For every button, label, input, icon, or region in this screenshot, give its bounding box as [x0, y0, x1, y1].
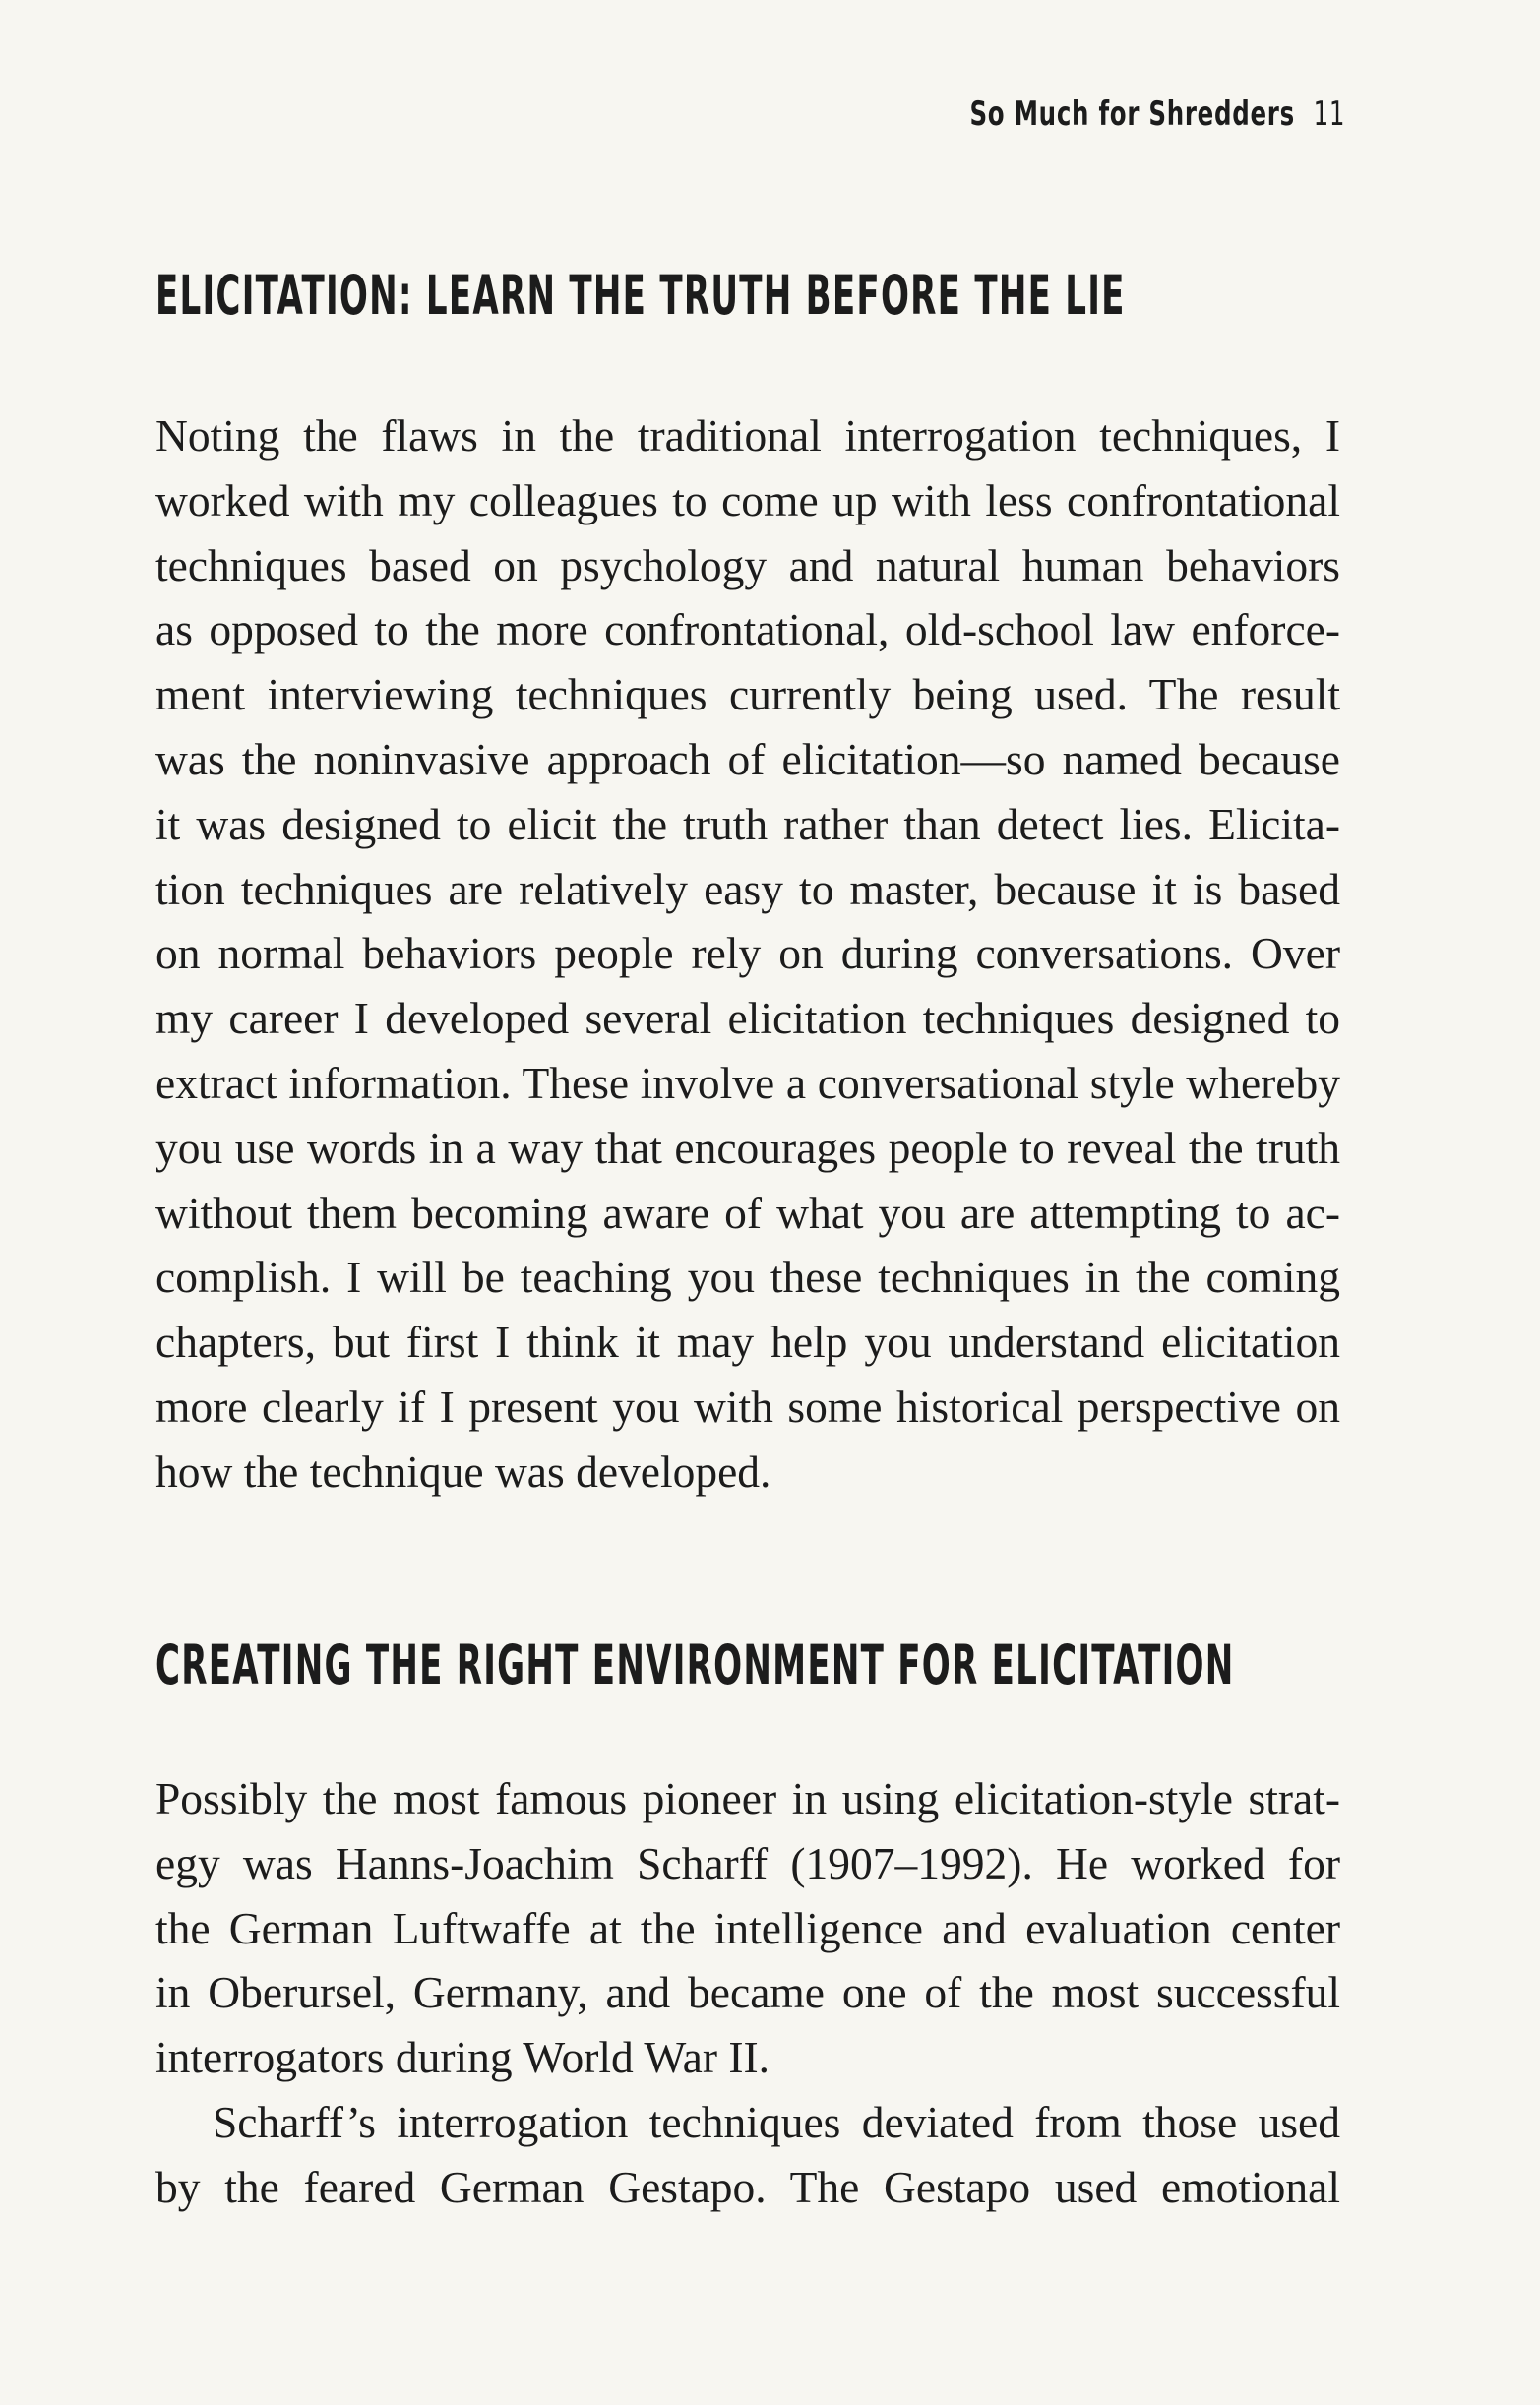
text-line: it was designed to elicit the truth rather than detect lies. Elicita- [155, 798, 1340, 849]
text-line: Scharff’s interrogation techniques deviated from those used [213, 2096, 1340, 2147]
running-head-title: So Much for Shredders [969, 94, 1295, 134]
text-line: more clearly if I present you with some historical perspective on [155, 1381, 1340, 1432]
text-line: tion techniques are relatively easy to master, because it is based [155, 863, 1340, 914]
text-line: in Oberursel, Germany, and became one of the most successful [155, 1967, 1340, 2018]
text-line: Noting the flaws in the traditional interrogation techniques, I [155, 410, 1340, 461]
section-body-elicitation [155, 403, 1340, 1505]
text-line: was the noninvasive approach of elicitation—so named because [155, 733, 1340, 784]
text-line: egy was Hanns-Joachim Scharff (1907–1992). He worked for [155, 1837, 1340, 1888]
text-line: Possibly the most famous pioneer in using elicitation-style strat- [155, 1773, 1340, 1823]
running-head [969, 94, 1345, 134]
text-line: extract information. These involve a conversational style whereby [155, 1057, 1340, 1108]
text-line: complish. I will be teaching you these techniques in the coming [155, 1252, 1340, 1303]
text-line: my career I developed several elicitation techniques designed to [155, 993, 1340, 1044]
text-line: worked with my colleagues to come up with less confrontational [155, 474, 1340, 525]
text-line: as opposed to the more confrontational, old-school law enforce- [155, 604, 1340, 655]
text-line: ment interviewing techniques currently being used. The result [155, 669, 1340, 720]
text-line: on normal behaviors people rely on during conversations. Over [155, 928, 1340, 979]
section-heading-elicitation: ELICITATION: LEARN THE TRUTH BEFORE THE LIE [155, 264, 1126, 327]
text-line: you use words in a way that encourages people to reveal the truth [155, 1122, 1340, 1173]
text-line: chapters, but first I think it may help you understand elicitation [155, 1317, 1340, 1368]
text-line: the German Luftwaffe at the intelligence and evaluation center [155, 1902, 1340, 1953]
text-line: techniques based on psychology and natural human behaviors [155, 539, 1340, 590]
text-line: by the feared German Gestapo. The Gestapo used emotional [155, 2161, 1340, 2212]
text-line: without them becoming aware of what you are attempting to ac- [155, 1187, 1340, 1238]
text-line: interrogators during World War II. [155, 2032, 770, 2083]
text-line: how the technique was developed. [155, 1446, 771, 1497]
page-number: 11 [1313, 94, 1345, 134]
section-heading-environment: CREATING THE RIGHT ENVIRONMENT FOR ELICITATION [155, 1634, 1235, 1696]
section-body-environment [155, 1766, 1340, 2220]
